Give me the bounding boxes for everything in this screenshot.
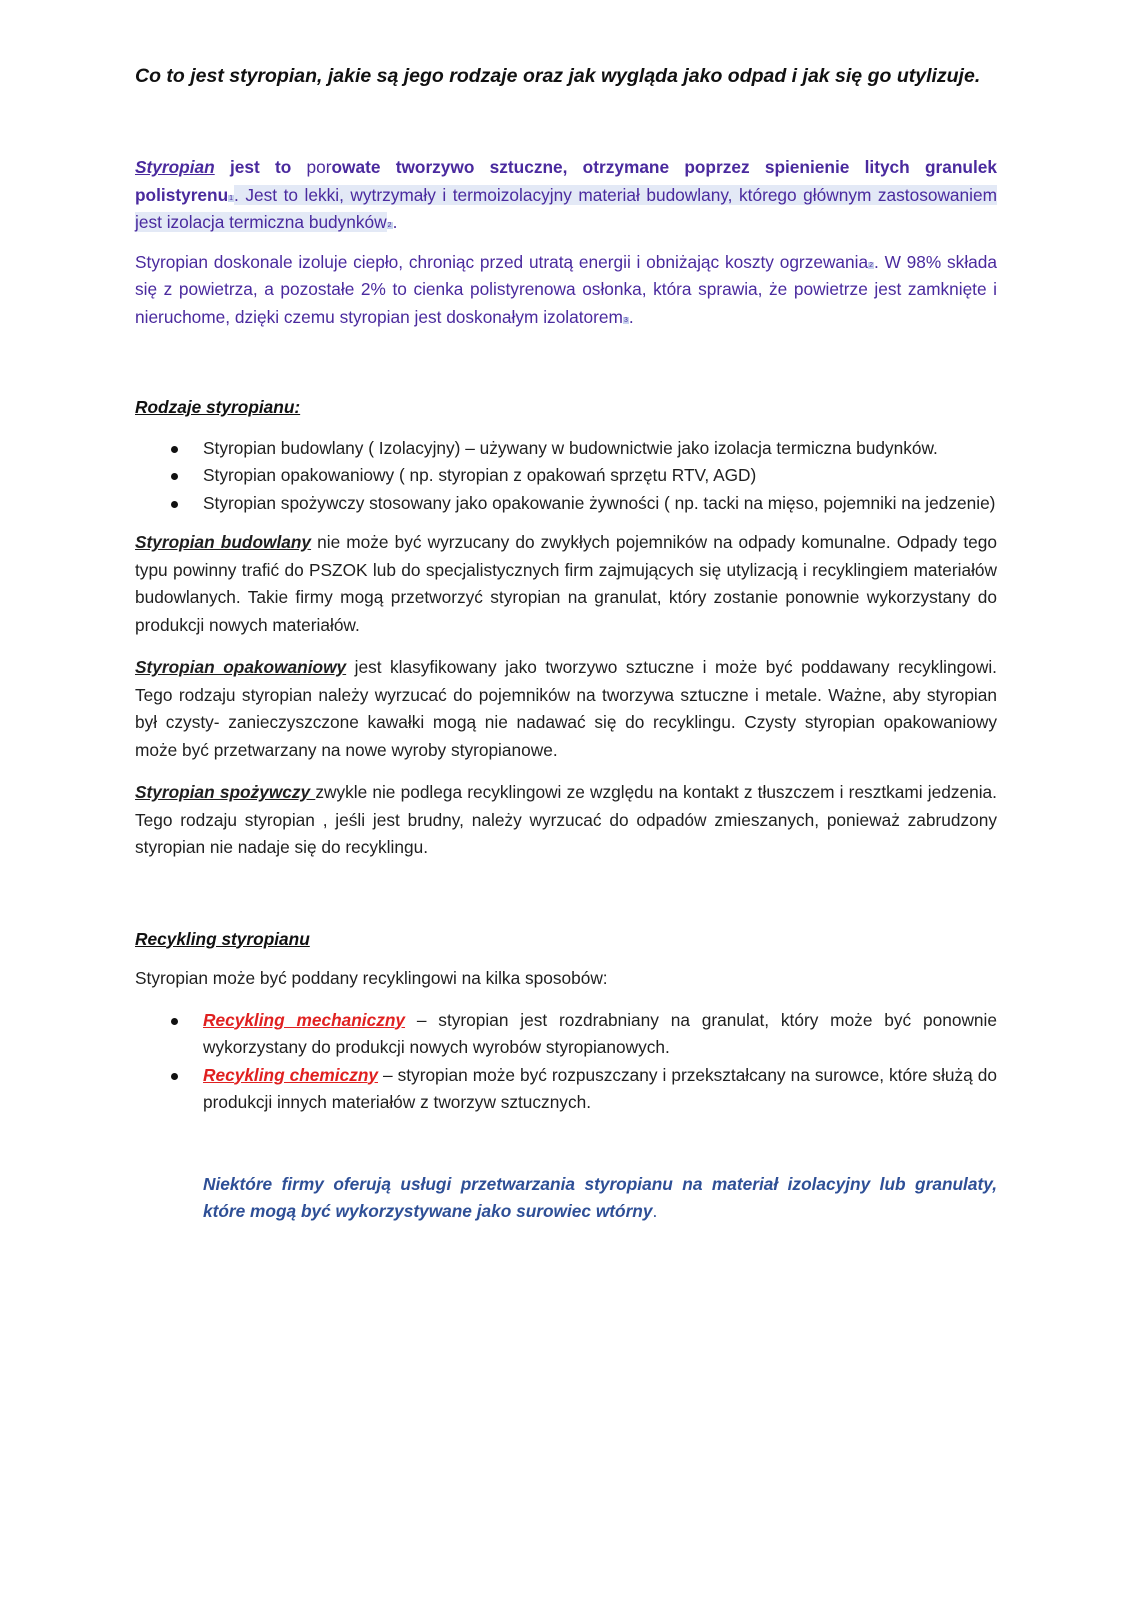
paragraph-label: Styropian spożywczy <box>135 782 316 802</box>
packaging-styrofoam-paragraph <box>135 654 997 764</box>
recycling-method-text: – styropian może być rozpuszczany i przekształcany na surowce, które służą do produkcji innych materiałów z tworzyw sztucznych. <box>203 1064 997 1112</box>
footnote-ref[interactable]: 3 <box>623 316 628 324</box>
types-heading: Rodzaje styropianu: <box>135 397 301 417</box>
recycling-method-label: Recykling mechaniczny <box>203 1009 406 1030</box>
note-text: Niektóre firmy oferują usługi przetwarzania styropianu na materiał izolacyjny lub granulaty, które mogą być wykorzystywane jako surowiec wtórny <box>203 1173 997 1221</box>
footnote-ref[interactable]: 2 <box>387 222 392 229</box>
recycling-list <box>135 1007 997 1117</box>
bullet-icon <box>171 1073 178 1080</box>
intro-end: . <box>392 212 398 232</box>
intro-paragraph-2 <box>135 249 997 332</box>
list-item <box>203 435 997 463</box>
list-item <box>203 1062 997 1117</box>
list-item <box>203 1007 997 1062</box>
intro2-end: . <box>628 306 634 327</box>
bullet-icon <box>171 1018 178 1025</box>
closing-note <box>203 1171 997 1226</box>
paragraph-label: Styropian budowlany <box>135 532 312 552</box>
types-list <box>135 435 997 518</box>
intro-bold-2: owate tworzywo sztuczne, otrzymane poprzez spienienie litych granulek polistyrenu <box>135 157 997 205</box>
recycling-heading: Recykling styropianu <box>135 928 310 949</box>
bullet-icon <box>171 446 178 453</box>
intro-bold-1: jest to <box>229 157 292 177</box>
intro2-text-1: Styropian doskonale izoluje ciepło, chroniąc przed utratą energii i obniżając koszty ogrzewania <box>135 251 869 272</box>
list-item-text: Styropian opakowaniowy ( np. styropian z opakowań sprzętu RTV, AGD) <box>203 465 757 485</box>
bullet-icon <box>171 473 178 480</box>
intro-light: por <box>306 157 332 177</box>
paragraph-text: nie może być wyrzucany do zwykłych pojemników na odpady komunalne. Odpady tego typu powinny trafić do PSZOK lub do specjalistycznych firm zajmujących się utylizacją i recyklingiem materiałów budowlanych. Takie firmy mogą przetworzyć styropian na granulat, który zostanie ponownie wykorzystany do produkcji nowych materiałów. <box>135 532 998 635</box>
recycling-method-text: – styropian jest rozdrabniany na granulat, który może być ponownie wykorzystany do produkcji nowych wyrobów styropianowych. <box>203 1009 997 1057</box>
recycling-method-label: Recykling chemiczny <box>203 1064 378 1085</box>
document-title: Co to jest styropian, jakie są jego rodzaje oraz jak wygląda jako odpad i jak się go utylizuje. <box>135 65 981 87</box>
footnote-ref[interactable]: 1 <box>229 194 234 202</box>
food-styrofoam-paragraph <box>135 779 997 862</box>
recycling-lead: Styropian może być poddany recyklingowi na kilka sposobów: <box>135 968 608 988</box>
paragraph-text: jest klasyfikowany jako tworzywo sztuczne i może być poddawany recyklingowi. Tego rodzaju styropian należy wyrzucać do pojemników na tworzywa sztuczne i metale. Ważne, aby styropian był czysty- zanieczyszczone kawałki mogą nie nadawać się do recyklingu. Czysty styropian opakowaniowy może być przetwarzany na nowe wyroby styropianowe. <box>135 657 997 760</box>
note-end: . <box>652 1201 658 1221</box>
bullet-icon <box>171 501 178 508</box>
intro2-text-2: . W 98% składa się z powietrza, a pozostałe 2% to cienka polistyrenowa osłonka, która sprawia, że powietrze jest zamknięte i nieruchome, dzięki czemu styropian jest doskonałym izolatorem <box>135 251 997 327</box>
list-item <box>203 462 997 490</box>
paragraph-label: Styropian opakowaniowy <box>135 657 347 677</box>
intro-paragraph <box>135 154 997 237</box>
document-page <box>135 62 997 1226</box>
building-styrofoam-paragraph <box>135 529 997 639</box>
list-item-text: Styropian budowlany ( Izolacyjny) – używany w budownictwie jako izolacja termiczna budynków. <box>203 437 938 458</box>
footnote-ref[interactable]: 2 <box>869 261 874 269</box>
intro-sentence-2: . Jest to lekki, wytrzymały i termoizolacyjny materiał budowlany, którego głównym zastosowaniem jest izolacja termiczna budynków <box>135 184 997 232</box>
list-item-text: Styropian spożywczy stosowany jako opakowanie żywności ( np. tacki na mięso, pojemniki na jedzenie) <box>203 492 996 513</box>
paragraph-text: zwykle nie podlega recyklingowi ze względu na kontakt z tłuszczem i resztkami jedzenia. Tego rodzaju styropian , jeśli jest brudny, należy wyrzucać do odpadów zmieszanych, ponieważ zabrudzony styropian nie nadaje się do recyklingu. <box>135 782 997 857</box>
intro-term: Styropian <box>135 157 215 177</box>
list-item <box>203 490 997 518</box>
